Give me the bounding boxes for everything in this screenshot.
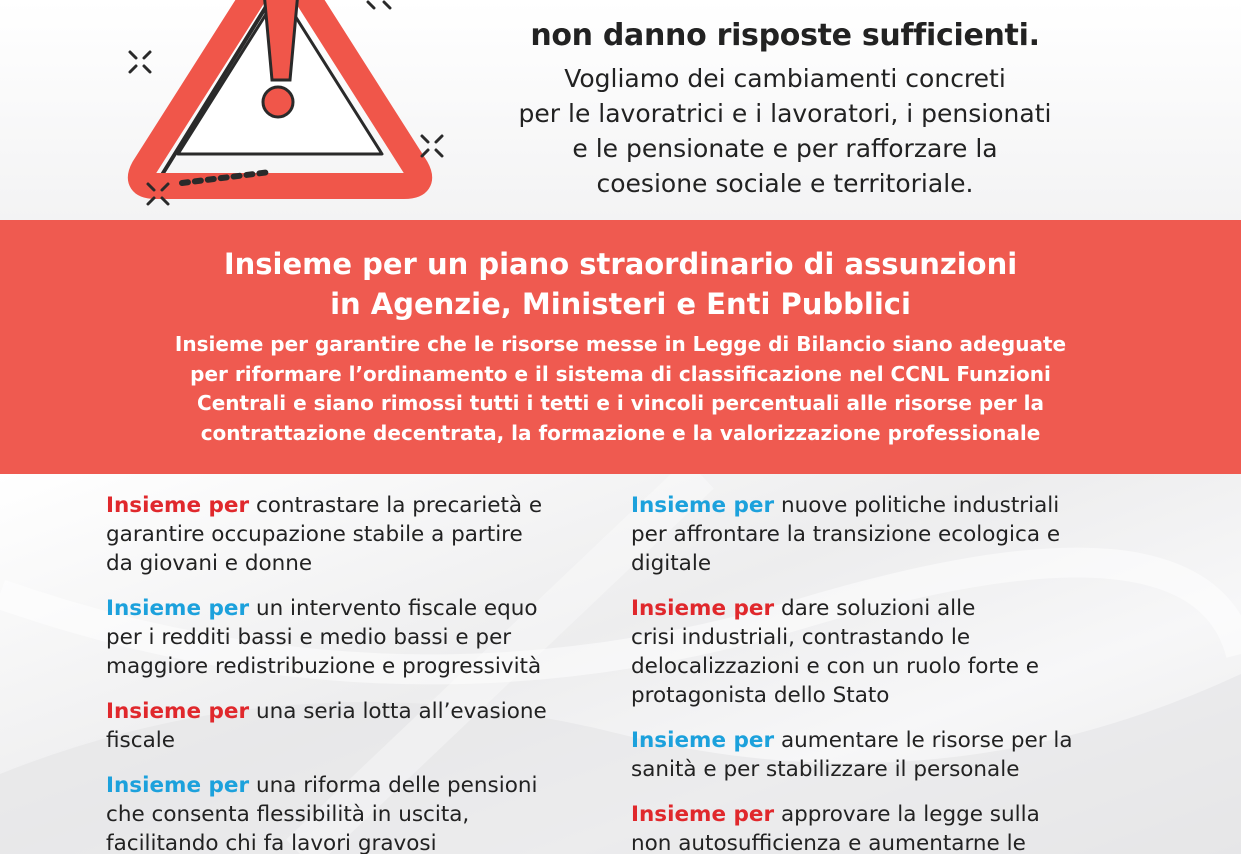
left-column xyxy=(106,491,621,854)
demand-item xyxy=(106,491,621,578)
demand-item xyxy=(106,594,621,681)
header-text xyxy=(455,0,1115,201)
demand-item xyxy=(106,697,621,755)
demand-text: una seria lotta all’evasione fiscale xyxy=(106,699,547,753)
demands-section xyxy=(0,474,1241,854)
demand-keyword: Insieme per xyxy=(631,596,775,621)
header-section xyxy=(0,0,1241,220)
red-banner xyxy=(0,220,1241,474)
demand-text: dare soluzioni alle crisi industriali, contrastando le delocalizzazioni e con un ruolo forte e protagonista dello Stato xyxy=(631,596,1039,708)
demand-keyword: Insieme per xyxy=(106,596,250,621)
demand-text: aumentare le risorse per la sanità e per stabilizzare il personale xyxy=(631,728,1073,782)
demand-item xyxy=(631,726,1151,784)
demand-text: nuove politiche industriali per affrontare la transizione ecologica e digitale xyxy=(631,493,1061,576)
demand-item xyxy=(631,594,1151,710)
demand-text: un intervento fiscale equo per i redditi bassi e medio bassi e per maggiore redistribuzione e progressività xyxy=(106,596,542,679)
demand-keyword: Insieme per xyxy=(631,802,775,827)
demand-keyword: Insieme per xyxy=(106,773,250,798)
warning-triangle-icon xyxy=(120,0,460,215)
demand-keyword: Insieme per xyxy=(631,728,775,753)
demand-text: approvare la legge sulla non autosufficienza e aumentarne le xyxy=(631,802,1040,854)
demand-item xyxy=(106,771,621,854)
demand-keyword: Insieme per xyxy=(106,699,250,724)
demand-keyword: Insieme per xyxy=(631,493,775,518)
demand-text: contrastare la precarietà e garantire occupazione stabile a partire da giovani e donne xyxy=(106,493,543,576)
banner-title: Insieme per un piano straordinario di assunzioni in Agenzie, Ministeri e Enti Pubblici xyxy=(223,247,1018,321)
right-column xyxy=(631,491,1151,854)
demand-item xyxy=(631,800,1151,854)
header-subtext: Vogliamo dei cambiamenti concreti per le lavoratrici e i lavoratori, i pensionati e le pensionate e per rafforzare la coesione sociale e territoriale. xyxy=(518,64,1052,198)
demand-item xyxy=(631,491,1151,578)
demand-text: una riforma delle pensioni che consenta flessibilità in uscita, facilitando chi fa lavori gravosi xyxy=(106,773,538,854)
demand-keyword: Insieme per xyxy=(106,493,250,518)
banner-body: Insieme per garantire che le risorse messe in Legge di Bilancio siano adeguate per riformare l’ordinamento e il sistema di classificazione nel CCNL Funzioni Centrali e siano rimossi tutti i tetti e i vincoli percentuali alle risorse per la contrattazione decentrata, la formazione e la valorizzazione professionale xyxy=(174,332,1067,445)
headline: non danno risposte sufficienti. xyxy=(530,18,1040,53)
